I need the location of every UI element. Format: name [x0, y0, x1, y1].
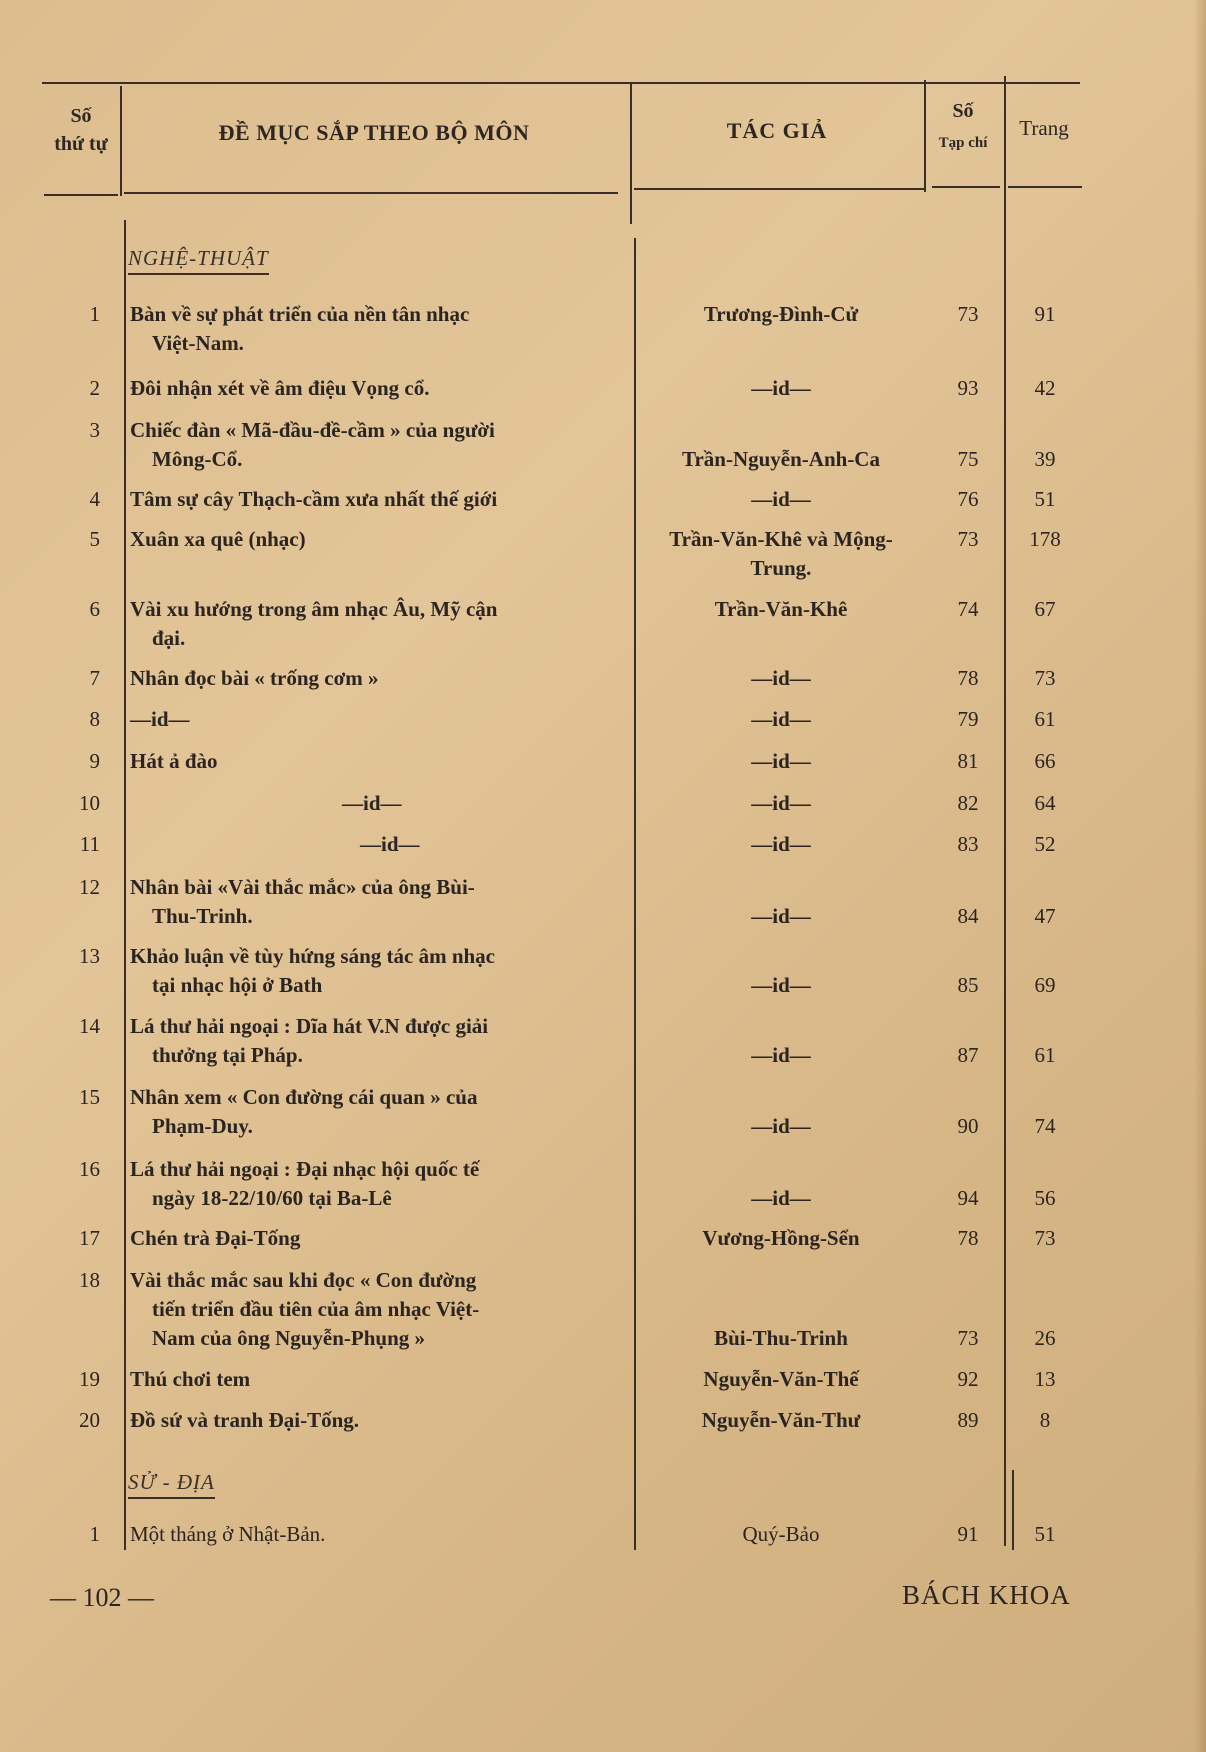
row-page: 91: [1034, 302, 1056, 326]
row-number: 8: [89, 707, 100, 731]
row-title-line: tại nhạc hội ở Bath: [152, 973, 323, 997]
row-number: 1: [89, 1522, 100, 1546]
row-title-line: thưởng tại Pháp.: [152, 1043, 303, 1067]
row-title-line: Khảo luận về tùy hứng sáng tác âm nhạc: [130, 944, 495, 968]
row-issue: 81: [957, 749, 979, 773]
row-author: Vương-Hồng-Sển: [702, 1226, 860, 1250]
row-number: 17: [79, 1226, 100, 1250]
row-number: 1: [89, 302, 100, 326]
row-author: —id—: [751, 487, 811, 511]
row-issue: 90: [957, 1114, 979, 1138]
row-title: [130, 1083, 630, 1141]
header-title: ĐỀ MỤC SẮP THEO BỘ MÔN: [218, 120, 530, 145]
header-bottom-rule: [1008, 186, 1082, 188]
row-title-line: đại.: [152, 626, 186, 650]
row-title-line: Đồ sứ và tranh Đại-Tống.: [130, 1408, 360, 1432]
row-title-line: Nam của ông Nguyễn-Phụng »: [152, 1326, 426, 1350]
row-page: 39: [1034, 447, 1056, 471]
row-title: [130, 525, 630, 554]
row-number: 3: [89, 418, 100, 442]
header-issue-line1: Số: [952, 100, 974, 122]
row-number: 16: [79, 1157, 100, 1181]
row-number: 18: [79, 1268, 100, 1292]
row-page: 51: [1034, 487, 1056, 511]
section-underline: [128, 1497, 215, 1499]
row-issue: 91: [957, 1522, 979, 1546]
row-issue: 73: [957, 527, 979, 551]
row-title-line: Chiếc đàn « Mã-đầu-đề-cầm » của người: [130, 418, 495, 442]
row-author: —id—: [751, 904, 811, 928]
row-issue: 92: [957, 1367, 979, 1391]
row-title-line: —id—: [360, 832, 420, 856]
row-title: [130, 595, 630, 653]
row-title-line: Phạm-Duy.: [152, 1114, 253, 1138]
row-issue: 78: [957, 666, 979, 690]
row-author: —id—: [751, 791, 811, 815]
row-number: 7: [89, 666, 100, 690]
row-title-line: Đôi nhận xét về âm điệu Vọng cổ.: [130, 376, 430, 400]
row-title-line: Bàn về sự phát triển của nền tân nhạc: [130, 302, 470, 326]
row-title: [130, 374, 630, 403]
section-heading: [128, 246, 269, 275]
row-issue: 87: [957, 1043, 979, 1067]
row-issue: 79: [957, 707, 979, 731]
row-author: —id—: [751, 1186, 811, 1210]
header-issue-line2: Tạp chí: [938, 135, 988, 151]
section-underline: [128, 273, 269, 275]
header-page: Trang: [1019, 116, 1069, 140]
header-number-line1: Số: [70, 105, 92, 127]
row-number: 4: [89, 487, 100, 511]
row-number: 5: [89, 527, 100, 551]
row-issue: 83: [957, 832, 979, 856]
page-number: — 102 —: [50, 1583, 154, 1612]
header-bottom-rule: [124, 192, 618, 194]
page-edge-shadow: [1194, 0, 1206, 1752]
row-title-line: Lá thư hải ngoại : Đại nhạc hội quốc tế: [130, 1157, 480, 1181]
row-page: 69: [1034, 973, 1056, 997]
row-title-line: Vài xu hướng trong âm nhạc Âu, Mỹ cận: [130, 597, 498, 621]
row-title: [130, 300, 630, 358]
row-author: —id—: [751, 749, 811, 773]
row-title-line: Thú chơi tem: [130, 1367, 251, 1391]
row-title: [130, 830, 630, 859]
row-title-line: Việt-Nam.: [152, 331, 244, 355]
section-name: NGHỆ-THUẬT: [128, 246, 269, 270]
row-issue: 94: [957, 1186, 979, 1210]
row-number: 19: [79, 1367, 100, 1391]
row-title: [130, 1406, 630, 1435]
section-heading: [128, 1470, 215, 1499]
row-issue: 85: [957, 973, 979, 997]
row-author-line: Trung.: [750, 556, 812, 580]
row-issue: 93: [957, 376, 979, 400]
section-name: SỬ - ĐỊA: [128, 1470, 215, 1494]
row-author: —id—: [751, 1114, 811, 1138]
row-title-line: Nhân xem « Con đường cái quan » của: [130, 1085, 478, 1109]
row-page: 178: [1029, 527, 1061, 551]
row-number: 6: [89, 597, 100, 621]
row-title: [130, 485, 630, 514]
row-title-line: Một tháng ở Nhật-Bản.: [130, 1522, 326, 1546]
row-number: 2: [89, 376, 100, 400]
row-issue: 89: [957, 1408, 979, 1432]
row-title-line: Mông-Cổ.: [152, 447, 243, 471]
column-divider: [630, 84, 632, 224]
row-author: [636, 525, 926, 583]
row-author: Trần-Nguyễn-Anh-Ca: [682, 447, 880, 471]
row-author: —id—: [751, 707, 811, 731]
row-page: 52: [1034, 832, 1056, 856]
row-number: 15: [79, 1085, 100, 1109]
row-number: 10: [79, 791, 100, 815]
row-author: —id—: [751, 376, 811, 400]
row-author: —id—: [751, 832, 811, 856]
row-page: 13: [1034, 1367, 1056, 1391]
row-title-line: Hát ả đào: [130, 749, 218, 773]
column-divider: [124, 220, 126, 1550]
header-issue: [922, 96, 1004, 158]
row-number: 12: [79, 875, 100, 899]
row-author: Trương-Đình-Cử: [703, 302, 859, 326]
row-page: 26: [1034, 1326, 1056, 1350]
row-author: Trần-Văn-Khê: [714, 597, 848, 621]
row-number: 14: [79, 1014, 100, 1038]
row-issue: 84: [957, 904, 979, 928]
row-page: 61: [1034, 1043, 1056, 1067]
row-page: 73: [1034, 666, 1056, 690]
row-page: 47: [1034, 904, 1056, 928]
row-title: [130, 1012, 630, 1070]
row-author: Nguyễn-Văn-Thế: [703, 1367, 859, 1391]
row-page: 56: [1034, 1186, 1056, 1210]
column-divider: [634, 238, 636, 1550]
row-author: Quý-Bảo: [742, 1522, 820, 1546]
header-author: TÁC GIẢ: [726, 118, 828, 143]
row-title-line: Vài thắc mắc sau khi đọc « Con đường: [130, 1268, 477, 1292]
row-page: 67: [1034, 597, 1056, 621]
row-issue: 73: [957, 302, 979, 326]
header-number-line2: thứ tự: [54, 133, 108, 155]
row-title: [130, 1155, 630, 1213]
row-title: [130, 873, 630, 931]
row-title: [130, 789, 630, 818]
row-issue: 73: [957, 1326, 979, 1350]
row-title-line: tiến triển đầu tiên của âm nhạc Việt-: [152, 1297, 480, 1321]
row-title-line: —id—: [342, 791, 402, 815]
row-title-line: Xuân xa quê (nhạc): [130, 527, 306, 551]
row-title: [130, 747, 630, 776]
row-number: 20: [79, 1408, 100, 1432]
row-issue: 75: [957, 447, 979, 471]
row-author: —id—: [751, 1043, 811, 1067]
row-issue: 74: [957, 597, 979, 621]
row-issue: 82: [957, 791, 979, 815]
row-page: 61: [1034, 707, 1056, 731]
row-title: [130, 664, 630, 693]
row-title-line: Nhân đọc bài « trống cơm »: [130, 666, 379, 690]
row-page: 74: [1034, 1114, 1056, 1138]
row-page: 8: [1039, 1408, 1051, 1432]
row-title-line: —id—: [130, 707, 190, 731]
row-title: [130, 416, 630, 474]
row-author: Bùi-Thu-Trinh: [714, 1326, 848, 1350]
row-title-line: Nhân bài «Vài thắc mắc» của ông Bùi-: [130, 875, 475, 899]
row-number: 13: [79, 944, 100, 968]
header-bottom-rule: [44, 194, 118, 196]
row-title-line: Chén trà Đại-Tống: [130, 1226, 301, 1250]
row-title-line: Thu-Trinh.: [152, 904, 253, 928]
row-page: 73: [1034, 1226, 1056, 1250]
row-title: [130, 1365, 630, 1394]
row-author: —id—: [751, 666, 811, 690]
row-title: [130, 942, 630, 1000]
publication-name: BÁCH KHOA: [902, 1580, 1071, 1610]
row-number: 11: [79, 832, 100, 856]
row-page: 66: [1034, 749, 1056, 773]
row-issue: 76: [957, 487, 979, 511]
row-title-line: Lá thư hải ngoại : Dĩa hát V.N được giải: [130, 1014, 489, 1038]
row-title: [130, 705, 630, 734]
header-number: [44, 102, 118, 158]
row-title-line: ngày 18-22/10/60 tại Ba-Lê: [152, 1186, 392, 1210]
header-bottom-rule: [634, 188, 924, 190]
row-number: 9: [89, 749, 100, 773]
row-author: Nguyễn-Văn-Thư: [701, 1408, 861, 1432]
row-title: [130, 1224, 630, 1253]
header-bottom-rule: [932, 186, 1000, 188]
row-author-line: Trần-Văn-Khê và Mộng-: [669, 527, 893, 551]
row-title: [130, 1520, 630, 1549]
row-author: —id—: [751, 973, 811, 997]
row-title-line: Tâm sự cây Thạch-cầm xưa nhất thế giới: [130, 487, 498, 511]
row-page: 51: [1034, 1522, 1056, 1546]
row-page: 42: [1034, 376, 1056, 400]
row-title: [130, 1266, 630, 1353]
row-issue: 78: [957, 1226, 979, 1250]
row-page: 64: [1034, 791, 1056, 815]
